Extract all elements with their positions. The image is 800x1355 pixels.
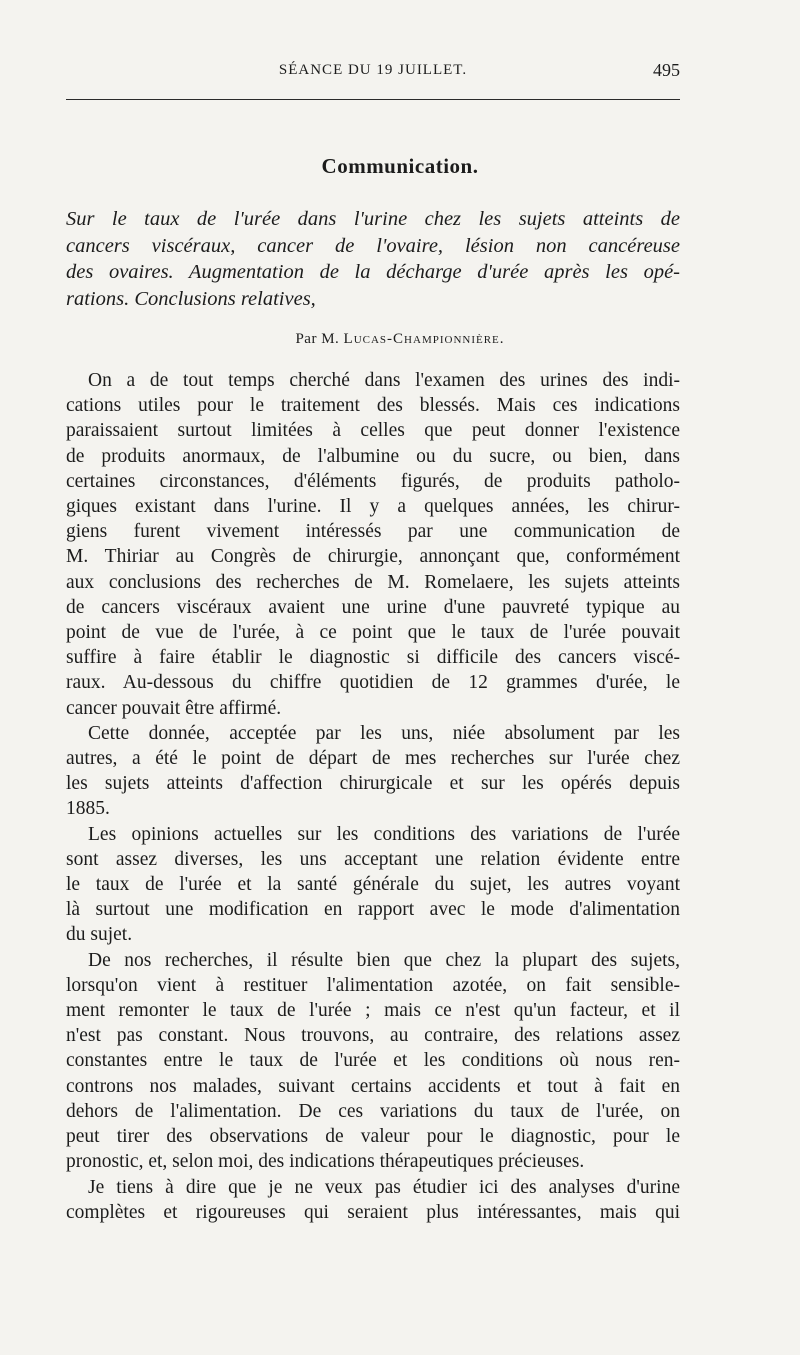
paragraph <box>66 1175 680 1225</box>
text-line: Les opinions actuelles sur les conditions des variations de l'urée <box>88 823 680 845</box>
text-line: 1885. <box>66 798 110 820</box>
text-line: lorsqu'on vient à restituer l'alimentation azotée, on fait sensible- <box>66 974 680 996</box>
text-line: Je tiens à dire que je ne veux pas étudier ici des analyses d'urine <box>88 1176 680 1198</box>
text-line: suffire à faire établir le diagnostic si difficile des cancers viscé- <box>66 647 680 669</box>
text-line: De nos recherches, il résulte bien que chez la plupart des sujets, <box>88 949 680 971</box>
text-line: là surtout une modification en rapport avec le mode d'alimentation <box>66 899 680 921</box>
text-line: complètes et rigoureuses qui seraient plus intéressantes, mais qui <box>66 1201 680 1223</box>
text-line: point de vue de l'urée, à ce point que le taux de l'urée pouvait <box>66 622 680 644</box>
text-line: M. Thiriar au Congrès de chirurgie, annonçant que, conformément <box>66 546 680 568</box>
text-line: giques existant dans l'urine. Il y a quelques années, les chirur- <box>66 496 680 518</box>
text-line: de cancers viscéraux avaient une urine d'une pauvreté typique au <box>66 596 680 618</box>
text-line: controns nos malades, suivant certains accidents et tout à fait en <box>66 1075 680 1097</box>
page-number: 495 <box>653 60 680 80</box>
text-line: sont assez diverses, les uns acceptant une relation évidente entre <box>66 848 680 870</box>
byline-author: Lucas-Championnière. <box>343 331 505 347</box>
text-line: du sujet. <box>66 924 133 946</box>
subtitle-line: cancers viscéraux, cancer de l'ovaire, lésion non cancéreuse <box>66 234 680 257</box>
text-line: n'est pas constant. Nous trouvons, au contraire, des relations assez <box>66 1025 680 1047</box>
running-header <box>66 62 680 86</box>
paragraph <box>66 368 680 721</box>
subtitle-line: des ovaires. Augmentation de la décharge d'urée après les opé- <box>66 261 680 283</box>
subtitle-line: Sur le taux de l'urée dans l'urine chez les sujets atteints de <box>66 208 680 230</box>
text-line: de produits anormaux, de l'albumine ou du sucre, ou bien, dans <box>66 445 680 467</box>
text-line: cancer pouvait être affirmé. <box>66 697 282 719</box>
header-rule <box>66 99 680 100</box>
byline-prefix: Par M. <box>295 331 340 347</box>
byline <box>0 331 800 348</box>
text-line: paraissaient surtout limitées à celles que peut donner l'existence <box>66 420 680 442</box>
text-line: certaines circonstances, d'éléments figurés, de produits patholo- <box>66 470 680 492</box>
text-line: peut tirer des observations de valeur pour le diagnostic, pour le <box>66 1126 680 1148</box>
text-line: constantes entre le taux de l'urée et les conditions où nous ren- <box>66 1050 680 1072</box>
text-line: raux. Au-dessous du chiffre quotidien de 12 grammes d'urée, le <box>66 672 680 694</box>
text-line: pronostic, et, selon moi, des indications thérapeutiques précieuses. <box>66 1151 585 1173</box>
text-line: aux conclusions des recherches de M. Romelaere, les sujets atteints <box>66 571 680 593</box>
section-title: Communication. <box>321 154 479 178</box>
paragraph <box>66 948 680 1175</box>
paragraph <box>66 822 680 948</box>
text-line: autres, a été le point de départ de mes recherches sur l'urée chez <box>66 748 680 770</box>
text-line: On a de tout temps cherché dans l'examen des urines des indi- <box>88 370 680 391</box>
running-title: SÉANCE DU 19 JUILLET. <box>278 62 468 78</box>
text-line: dehors de l'alimentation. De ces variations du taux de l'urée, on <box>66 1100 680 1122</box>
subtitle-line: rations. Conclusions relatives, <box>66 287 316 310</box>
paragraph <box>66 721 680 822</box>
text-line: ment remonter le taux de l'urée ; mais ce n'est qu'un facteur, et il <box>66 1000 680 1022</box>
article-subtitle <box>66 206 680 312</box>
text-line: Cette donnée, acceptée par les uns, niée absolument par les <box>88 722 680 744</box>
article-body <box>66 368 680 1225</box>
text-line: cations utiles pour le traitement des blessés. Mais ces indications <box>66 395 680 417</box>
text-line: giens furent vivement intéressés par une communication de <box>66 521 680 543</box>
text-line: les sujets atteints d'affection chirurgicale et sur les opérés depuis <box>66 773 680 795</box>
text-line: le taux de l'urée et la santé générale du sujet, les autres voyant <box>66 874 680 896</box>
